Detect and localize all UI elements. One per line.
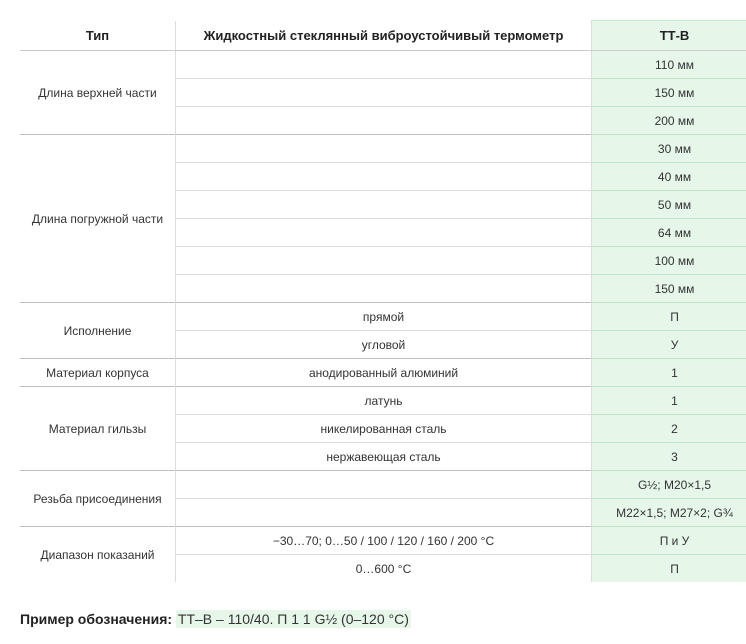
param-code: 200 мм <box>592 107 746 135</box>
spec-table <box>20 20 746 582</box>
param-code: 2 <box>592 415 746 443</box>
designation-example <box>20 611 411 627</box>
table-row <box>20 303 746 331</box>
param-label: Длина погружной части <box>20 135 176 303</box>
param-code: 30 мм <box>592 135 746 163</box>
param-code: 50 мм <box>592 191 746 219</box>
spec-table-body <box>20 51 746 583</box>
param-description <box>176 191 592 219</box>
param-description <box>176 499 592 527</box>
param-code: M22×1,5; M27×2; G¾ <box>592 499 746 527</box>
param-description: латунь <box>176 387 592 415</box>
param-description <box>176 163 592 191</box>
param-code: У <box>592 331 746 359</box>
param-label: Длина верхней части <box>20 51 176 135</box>
example-label: Пример обозначения: <box>20 611 173 627</box>
param-description: прямой <box>176 303 592 331</box>
table-row <box>20 135 746 163</box>
header-model: ТТ-В <box>592 21 746 51</box>
param-label: Исполнение <box>20 303 176 359</box>
param-code: 100 мм <box>592 247 746 275</box>
param-description <box>176 79 592 107</box>
param-code: 150 мм <box>592 275 746 303</box>
param-code: П <box>592 303 746 331</box>
param-description: никелированная сталь <box>176 415 592 443</box>
table-row <box>20 527 746 555</box>
param-code: G½; M20×1,5 <box>592 471 746 499</box>
param-description: нержавеющая сталь <box>176 443 592 471</box>
param-code: 64 мм <box>592 219 746 247</box>
param-description <box>176 107 592 135</box>
param-code: 1 <box>592 387 746 415</box>
table-row <box>20 471 746 499</box>
param-label: Материал корпуса <box>20 359 176 387</box>
param-code: П и У <box>592 527 746 555</box>
param-description: угловой <box>176 331 592 359</box>
param-label: Резьба присоединения <box>20 471 176 527</box>
param-description: 0…600 °C <box>176 555 592 583</box>
table-row <box>20 359 746 387</box>
header-product: Жидкостный стеклянный виброустойчивый термометр <box>176 21 592 51</box>
param-code: 110 мм <box>592 51 746 79</box>
param-code: 150 мм <box>592 79 746 107</box>
table-header-row <box>20 21 746 51</box>
param-description: анодированный алюминий <box>176 359 592 387</box>
param-description <box>176 275 592 303</box>
table-row <box>20 51 746 79</box>
param-description <box>176 51 592 79</box>
example-value: ТТ–В – 110/40. П 1 1 G½ (0–120 °C) <box>177 611 409 627</box>
param-code: 40 мм <box>592 163 746 191</box>
param-description <box>176 247 592 275</box>
param-code: П <box>592 555 746 583</box>
param-description <box>176 471 592 499</box>
param-description <box>176 219 592 247</box>
param-description: −30…70; 0…50 / 100 / 120 / 160 / 200 °C <box>176 527 592 555</box>
header-type: Тип <box>20 21 176 51</box>
param-label: Материал гильзы <box>20 387 176 471</box>
param-label: Диапазон показаний <box>20 527 176 583</box>
table-row <box>20 387 746 415</box>
param-code: 3 <box>592 443 746 471</box>
param-code: 1 <box>592 359 746 387</box>
param-description <box>176 135 592 163</box>
